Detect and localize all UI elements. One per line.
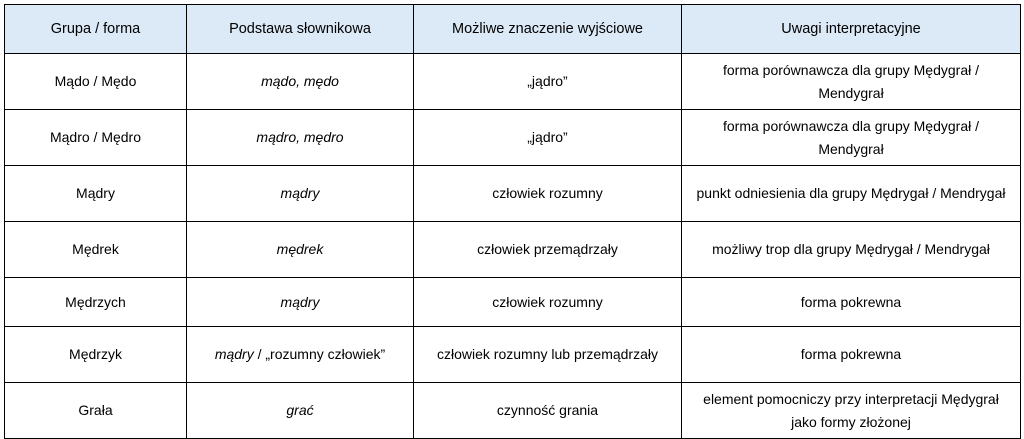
cell-notes: forma pokrewna — [682, 278, 1021, 327]
header-possible-meaning: Możliwe znaczenie wyjściowe — [414, 5, 682, 54]
table-row — [5, 278, 1021, 327]
table-body — [5, 54, 1021, 439]
header-dictionary-base: Podstawa słownikowa — [187, 5, 414, 54]
cell-dictionary-base — [187, 278, 414, 327]
cell-meaning: czynność grania — [414, 383, 682, 439]
base-gloss: / „rozumny człowiek” — [253, 346, 386, 362]
header-group-form: Grupa / forma — [5, 5, 187, 54]
cell-notes: forma porównawcza dla grupy Mędygrał / Mendygrał — [682, 54, 1021, 110]
cell-meaning: człowiek rozumny lub przemądrzały — [414, 327, 682, 383]
cell-dictionary-base — [187, 327, 414, 383]
base-term: mądro, mędro — [256, 129, 344, 145]
base-term: grać — [286, 402, 314, 418]
cell-meaning: „jądro” — [414, 110, 682, 166]
cell-dictionary-base — [187, 383, 414, 439]
table-row — [5, 327, 1021, 383]
cell-meaning: „jądro” — [414, 54, 682, 110]
cell-notes: forma porównawcza dla grupy Mędygrał / Mendygrał — [682, 110, 1021, 166]
cell-notes: element pomocniczy przy interpretacji Mędygrał jako formy złożonej — [682, 383, 1021, 439]
base-term: mędrek — [276, 241, 324, 257]
cell-dictionary-base — [187, 222, 414, 278]
base-term: mądry — [214, 346, 254, 362]
base-term: mądo, mędo — [261, 73, 339, 89]
table-row — [5, 110, 1021, 166]
table-header — [5, 5, 1021, 54]
cell-meaning: człowiek rozumny — [414, 166, 682, 222]
cell-form: Mądry — [5, 166, 187, 222]
cell-dictionary-base — [187, 54, 414, 110]
table-container — [4, 4, 1021, 439]
header-interpretive-notes: Uwagi interpretacyjne — [682, 5, 1021, 54]
cell-meaning: człowiek rozumny — [414, 278, 682, 327]
base-term: mądry — [280, 293, 320, 310]
cell-form: Grała — [5, 383, 187, 439]
cell-form: Mądro / Mędro — [5, 110, 187, 166]
cell-notes: możliwy trop dla grupy Mędrygał / Mendrygał — [682, 222, 1021, 278]
cell-notes: forma pokrewna — [682, 327, 1021, 383]
header-row — [5, 5, 1021, 54]
cell-form: Mądo / Mędo — [5, 54, 187, 110]
etymology-table — [4, 4, 1021, 439]
table-row — [5, 222, 1021, 278]
cell-dictionary-base — [187, 110, 414, 166]
cell-notes: punkt odniesienia dla grupy Mędrygał / Mendrygał — [682, 166, 1021, 222]
base-term: mądry — [280, 185, 320, 201]
cell-form: Mędrzyk — [5, 327, 187, 383]
cell-form: Mędrek — [5, 222, 187, 278]
table-row — [5, 166, 1021, 222]
cell-dictionary-base — [187, 166, 414, 222]
table-row — [5, 383, 1021, 439]
table-row — [5, 54, 1021, 110]
cell-form: Mędrzych — [5, 278, 187, 327]
cell-meaning: człowiek przemądrzały — [414, 222, 682, 278]
